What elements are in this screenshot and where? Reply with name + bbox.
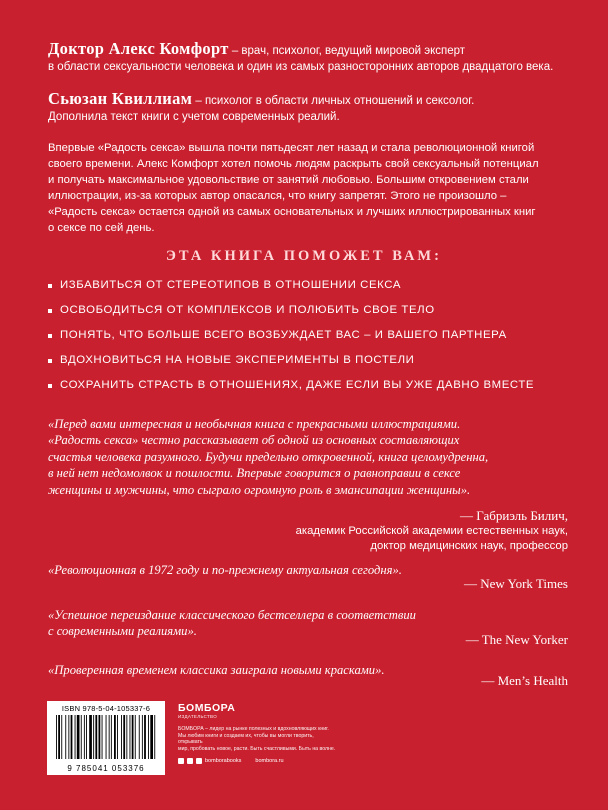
intro-paragraph <box>48 140 568 236</box>
intro-line: «Радость секса» остается одной из самых основательных и лучших иллюстрированных книг <box>48 206 536 218</box>
social-icon <box>187 758 193 764</box>
quote-line: «Успешное переиздание классического бестселлера в соответствии <box>48 608 416 622</box>
benefit-item: ИЗБАВИТЬСЯ ОТ СТЕРЕОТИПОВ В ОТНОШЕНИИ СЕКСА <box>48 273 568 298</box>
publisher-logo <box>178 702 235 719</box>
author-desc: – психолог в области личных отношений и сексолог. <box>192 95 475 107</box>
quote-attribution: — Men’s Health <box>481 673 568 688</box>
quote-line: счастья человека разумного. Будучи предельно откровенной, книга целомудренна, <box>48 449 489 464</box>
quote-attribution: — The New Yorker <box>465 632 568 647</box>
barcode-digits: 9 785041 053376 <box>67 764 145 773</box>
benefit-item: ПОНЯТЬ, ЧТО БОЛЬШЕ ВСЕГО ВОЗБУЖДАЕТ ВАС – И ВАШЕГО ПАРТНЕРА <box>48 323 568 348</box>
social-handle[interactable]: bomborabooks <box>205 758 242 764</box>
blurb-line: мир, пробовать новое, расти. Быть счастливыми. Быть на волне. <box>178 745 336 752</box>
intro-line: о сексе по сей день. <box>48 222 155 234</box>
social-icon <box>196 758 202 764</box>
quote-line: «Перед вами интересная и необычная книга с прекрасными иллюстрациями. <box>48 417 461 431</box>
quote-attribution: — New York Times <box>463 576 568 591</box>
quote-line: в ней нет недомолвок и пошлости. Впервые говорится о равноправии в сексе <box>48 466 461 481</box>
quote-line: с современными реалиями». <box>48 624 197 639</box>
benefits-list <box>48 273 568 398</box>
intro-line: своего времени. Алекс Комфорт хотел помочь людям раскрыть свой сексуальный потенциал <box>48 158 539 170</box>
barcode-box <box>47 701 165 775</box>
intro-line: и получать максимальное удовольствие от занятий любовью. Большим откровением стали <box>48 174 529 186</box>
quote-line: «Радость секса» честно рассказывает об одной из основных составляющих <box>48 433 460 448</box>
benefits-heading: ЭТА КНИГА ПОМОЖЕТ ВАМ: <box>166 248 442 264</box>
credential-line: академик Российской академии естественных наук, <box>295 525 568 537</box>
quote-attribution: — Габриэль Билич, <box>460 508 568 523</box>
author-name: Доктор Алекс Комфорт <box>48 39 229 58</box>
review-quote <box>48 416 568 498</box>
benefit-item: ОСВОБОДИТЬСЯ ОТ КОМПЛЕКСОВ И ПОЛЮБИТЬ СВОЕ ТЕЛО <box>48 298 568 323</box>
publisher-blurb <box>178 726 338 752</box>
author-desc: Дополнила текст книги с учетом современных реалий. <box>48 111 340 123</box>
publisher-name: БОМБОРА <box>178 702 236 714</box>
author-desc: – врач, психолог, ведущий мировой эксперт <box>228 45 466 57</box>
quote-line: «Революционная в 1972 году и по-прежнему актуальная сегодня». <box>48 563 402 577</box>
blurb-line: БОМБОРА – лидер на рынке полезных и вдохновляющих книг. <box>178 726 329 732</box>
author-desc: в области сексуальности человека и один из самых разносторонних авторов двадцатого века. <box>48 61 554 73</box>
isbn-text: ISBN 978-5-04-105337-6 <box>61 704 151 713</box>
author-bio-comfort <box>48 41 568 75</box>
blurb-line: Мы любим книги и создаем их, чтобы вы могли творить, открывать <box>178 732 314 746</box>
author-name: Сьюзан Квиллиам <box>48 89 193 108</box>
social-icon <box>178 758 184 764</box>
publisher-site[interactable]: bombora.ru <box>255 758 284 764</box>
benefit-item: СОХРАНИТЬ СТРАСТЬ В ОТНОШЕНИЯХ, ДАЖЕ ЕСЛИ ВЫ УЖЕ ДАВНО ВМЕСТЕ <box>48 373 568 398</box>
publisher-social <box>178 758 284 764</box>
credential-line: доктор медицинских наук, профессор <box>370 540 568 552</box>
attribution-credentials <box>296 524 568 554</box>
intro-line: Впервые «Радость секса» вышла почти пятьдесят лет назад и стала революционной книгой <box>48 142 535 154</box>
author-bio-quilliam <box>48 91 568 125</box>
publisher-sub: ИЗДАТЕЛЬСТВО <box>178 714 218 719</box>
intro-line: иллюстрации, из-за которых автор опасался, что книгу запретят. Этого не произошло – <box>48 190 507 202</box>
quote-line: женщины и мужчины, что сыграло огромную роль в эмансипации женщины». <box>48 482 471 497</box>
quote-line: «Проверенная временем классика заиграла новыми красками». <box>48 663 385 677</box>
benefit-item: ВДОХНОВИТЬСЯ НА НОВЫЕ ЭКСПЕРИМЕНТЫ В ПОСТЕЛИ <box>48 348 568 373</box>
barcode-icon <box>54 715 158 761</box>
